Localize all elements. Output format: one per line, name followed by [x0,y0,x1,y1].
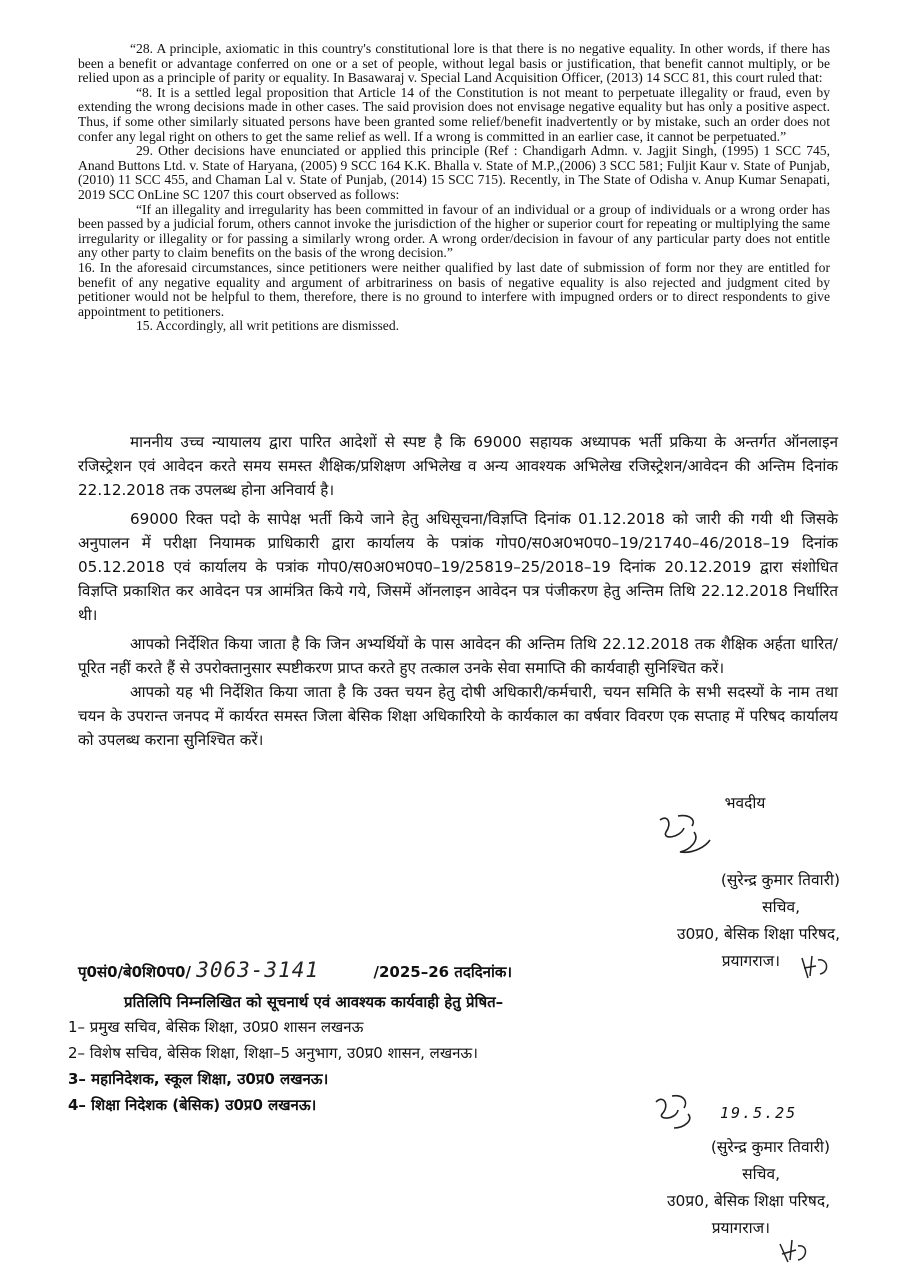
list-item: 4– शिक्षा निदेशक (बेसिक) उ0प्र0 लखनऊ। [68,1096,317,1114]
para-15: 15. Accordingly, all writ petitions are dismissed. [136,318,400,334]
para-29-quote: “If an illegality and irregularity has been committed in favour of an individual or a group of individuals or a wrong order has been passed by a judicial forum, others cannot invoke the jurisdiction of the higher or superior court for repeating or multiplying the same irregularity or illegality or for passing a similarly wrong order. A wrong order/decision in favour of any particular party does not entitle any other party to claim benefits on the basis of the wrong decision.” [78,201,830,261]
para-28-quote: “8. It is a settled legal proposition that Article 14 of the Constitution is not meant to perpetuate illegality or fraud, even by extending the wrong decisions made in other cases. The said provision does not envisage negative equality but has only a positive aspect. Thus, if some other similarly situated persons have been granted some relief/benefit inadvertently or by mistake, such an order does not confer any legal right on others to get the same relief as well. If a wrong is committed in an earlier case, it cannot be perpetuated.” [78,84,830,144]
signatory-city: प्रयागराज। [721,952,780,970]
reference-line [78,958,838,982]
reference-suffix: /2025–26 तददिनांक। [373,963,513,981]
signatory-name: (सुरेन्द्र कुमार तिवारी) [710,1138,830,1156]
salutation: भवदीय [724,794,766,812]
hindi-body [78,430,838,753]
copy-to-list [68,1014,478,1118]
signature-block-2 [580,1090,830,1242]
signatory-designation: सचिव, [762,898,800,916]
initials-icon [776,1236,812,1266]
reference-prefix: पृ0सं0/बे0शि0प0/ [78,963,191,981]
para-29: 29. Other decisions have enunciated or applied this principle (Ref : Chandigarh Admn. v. Jagjit Singh, (1995) 1 SCC 745, Anand Buttons Ltd. v. State of Haryana, (2005) 9 SCC 164 K.K. Bhalla v. State of M.P.,(2006) 3 SCC 581; Fuljit Kaur v. State of Punjab, (2010) 11 SCC 455, and Chaman Lal v. State of Punjab, (2014) 15 SCC 715). Recently, in The State of Odisha v. Anup Kumar Senapati, 2019 SCC OnLine SC 1207 this court observed as follows: [78,143,830,202]
list-item: 3– महानिदेशक, स्कूल शिक्षा, उ0प्र0 लखनऊ। [68,1070,329,1088]
judgment-excerpt [78,42,830,334]
handwritten-signature-icon [650,810,740,858]
hindi-para-1: माननीय उच्च न्यायालय द्वारा पारित आदेशों से स्पष्ट है कि 69000 सहायक अध्यापक भर्ती प्रकिया के अन्तर्गत ऑनलाइन रजिस्ट्रेशन एवं आवेदन करते समय समस्त शैक्षिक/प्रशिक्षण अभिलेख व अन्य आवश्यक अभिलेख रजिस्ट्रेशन/आवेदन की अन्तिम दिनांक 22.12.2018 तक उपलब्ध होना अनिवार्य है। [78,433,838,500]
reference-number: 3063-3141 [196,958,320,982]
signatory-office: उ0प्र0, बेसिक शिक्षा परिषद, [677,925,840,943]
hindi-para-3: आपको निर्देशित किया जाता है कि जिन अभ्यर्थियों के पास आवेदन की अन्तिम तिथि 22.12.2018 तक शैक्षिक अर्हता धारित/पूरित नहीं करते हैं से उपरोक्तानुसार स्पष्टीकरण प्राप्त करते हुए तत्काल उनके सेवा समाप्ति की कार्यवाही सुनिश्चित करें। [78,634,838,677]
signatory-office: उ0प्र0, बेसिक शिक्षा परिषद, [667,1192,830,1210]
signatory-city: प्रयागराज। [711,1219,770,1237]
list-item: 2– विशेष सचिव, बेसिक शिक्षा, शिक्षा–5 अनुभाग, उ0प्र0 शासन, लखनऊ। [68,1044,478,1062]
list-item: 1– प्रमुख सचिव, बेसिक शिक्षा, उ0प्र0 शासन लखनऊ [68,1018,364,1036]
para-16: 16. In the aforesaid circumstances, since petitioners were neither qualified by last date of submission of form nor they are entitled for benefit of any negative equality and argument of arbitrariness on basis of negative equality is also rejected and judgment cited by petitioner would not be helpful to them, therefore, there is no ground to interfere with impugned orders or to direct respondents to give appointment to petitioners. [78,259,830,319]
signatory-designation: सचिव, [742,1165,780,1183]
signature-date: 19.5.25 [720,1104,798,1122]
para-28-intro: “28. A principle, axiomatic in this country's constitutional lore is that there is no negative equality. In other words, if there has been a benefit or advantage conferred on one or a set of people, without legal basis or justification, that benefit cannot multiply, or be relied upon as a principle of parity or equality. In Basawaraj v. Special Land Acquisition Officer, (2013) 14 SCC 81, this court ruled that: [78,41,830,86]
hindi-para-4: आपको यह भी निर्देशित किया जाता है कि उक्त चयन हेतु दोषी अधिकारी/कर्मचारी, चयन समिति के सभी सदस्यों के नाम तथा चयन के उपरान्त जनपद में कार्यरत समस्त जिला बेसिक शिक्षा अधिकारियो के कार्यकाल का वर्षवार विवरण एक सप्ताह में परिषद कार्यालय को उपलब्ध कराना सुनिश्चित करें। [78,683,838,750]
signature-block-1 [590,790,840,975]
hindi-para-2: 69000 रिक्त पदो के सापेक्ष भर्ती किये जाने हेतु अधिसूचना/विज्ञप्ति दिनांक 01.12.2018 को जारी की गयी थी जिसके अनुपालन में परीक्षा नियामक प्राधिकारी द्वारा कार्यालय के पत्रांक गोप0/स0अ0भ0प0–19/21740–46/2018–19 दिनांक 05.12.2018 एवं कार्यालय के पत्रांक गोप0/स0अ0भ0प0–19/25819–25/2018–19 दिनांक 20.12.2019 द्वारा संशोधित विज्ञप्ति प्रकाशित कर आवेदन पत्र आमंत्रित किये गये, जिसमें ऑनलाइन आवेदन पत्र पंजीकरण हेतु अन्तिम तिथि 22.12.2018 निर्धारित थी। [78,509,838,625]
signatory-name: (सुरेन्द्र कुमार तिवारी) [720,871,840,889]
handwritten-signature-icon [648,1090,718,1132]
copy-to-heading: प्रतिलिपि निम्नलिखित को सूचनार्थ एवं आवश्यक कार्यवाही हेतु प्रेषित– [124,993,504,1011]
